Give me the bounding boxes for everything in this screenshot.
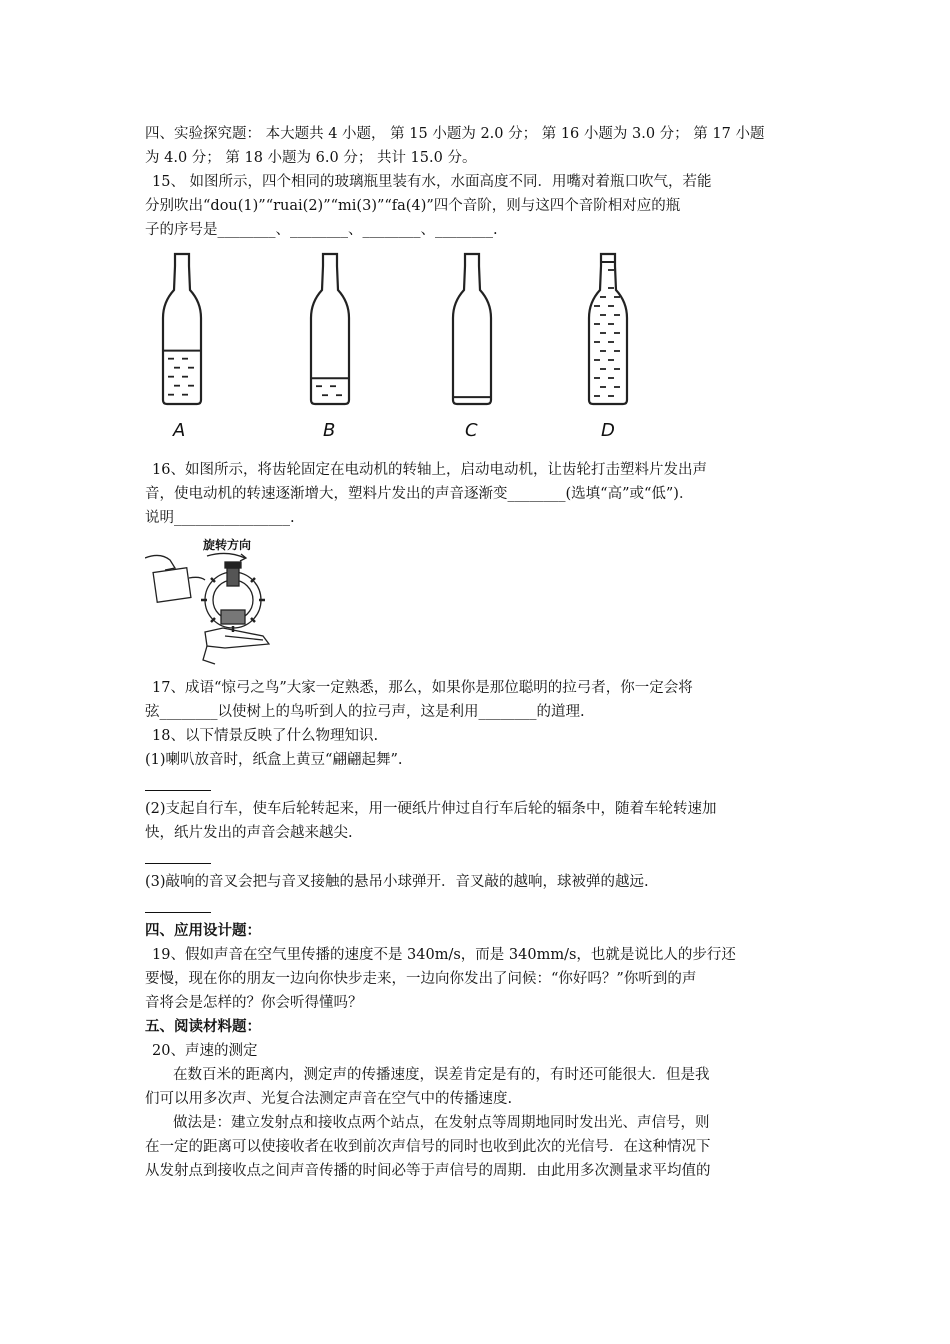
- q20-paragraph: 在一定的距离可以使接收者在收到前次声信号的同时也收到此次的光信号．在这种情况下: [145, 1139, 711, 1155]
- bottle-c-image: [447, 252, 497, 412]
- q18-part1: (1)喇叭放音时，纸盒上黄豆“翩翩起舞”.: [145, 752, 403, 768]
- bottle-label-d: D: [601, 420, 615, 441]
- q18-text: 18、以下情景反映了什么物理知识.: [152, 728, 379, 744]
- bottle-outline: [453, 254, 491, 404]
- bottles-figure: [145, 252, 810, 452]
- q19-text: 要慢，现在你的朋友一边向你快步走来，一边向你发出了问候：“你好吗？”你听到的声: [145, 971, 697, 987]
- q20-paragraph: 们可以用多次声、光复合法测定声音在空气中的传播速度.: [145, 1091, 513, 1107]
- rotation-direction-label: 旋转方向: [203, 538, 252, 552]
- answer-blank: [145, 849, 211, 864]
- section-header-cont: 为 4.0 分； 第 18 小题为 6.0 分； 共计 15.0 分。: [145, 150, 477, 166]
- q15-text: 子的序号是________、________、________、________.: [145, 222, 498, 238]
- q19-text: 19、假如声音在空气里传播的速度不是 340m/s，而是 340mm/s，也就是说比人的步行还: [152, 947, 736, 963]
- q20-title: 20、声速的测定: [152, 1043, 258, 1059]
- q20-paragraph: 在数百米的距离内，测定声的传播速度，误差肯定是有的，有时还可能很大．但是我: [173, 1067, 710, 1083]
- bottle-label-c: C: [465, 420, 478, 441]
- q17-text: 17、成语“惊弓之鸟”大家一定熟悉，那么，如果你是那位聪明的拉弓者，你一定会将: [152, 680, 693, 696]
- section-header-reading: 五、阅读材料题：: [145, 1018, 261, 1035]
- section-header: 四、实验探究题： 本大题共 4 小题， 第 15 小题为 2.0 分； 第 16 小题为 3.0 分； 第 17 小题: [145, 126, 765, 142]
- gear-motor-image: [145, 548, 270, 666]
- section-header-application: 四、应用设计题：: [145, 922, 261, 939]
- bottle-label-b: B: [323, 420, 336, 441]
- q18-part2-cont: 快，纸片发出的声音会越来越尖.: [145, 825, 353, 841]
- q19-text: 音将会是怎样的？你会听得懂吗？: [145, 995, 363, 1011]
- q20-paragraph: 从发射点到接收点之间声音传播的时间必等于声信号的周期．由此用多次测量求平均值的: [145, 1163, 711, 1179]
- bottle-label-a: A: [173, 420, 186, 441]
- bottle-a-image: [157, 252, 207, 412]
- answer-blank: [145, 776, 211, 791]
- q18-part3: (3)敲响的音叉会把与音叉接触的悬吊小球弹开．音叉敲的越响，球被弹的越远.: [145, 874, 649, 890]
- q15-text: 15、 如图所示，四个相同的玻璃瓶里装有水，水面高度不同．用嘴对着瓶口吹气，若能: [152, 174, 712, 190]
- bottle-b-image: [305, 252, 355, 412]
- q17-text: 弦________以使树上的鸟听到人的拉弓声，这是利用________的道理.: [145, 704, 585, 720]
- bottle-outline: [163, 254, 201, 404]
- gear-figure: [145, 536, 270, 666]
- q16-text: 说明________________.: [145, 510, 295, 526]
- answer-blank: [145, 898, 211, 913]
- q16-text: 16、如图所示，将齿轮固定在电动机的转轴上，启动电动机，让齿轮打击塑料片发出声: [152, 462, 707, 478]
- bottle-d-image: [583, 252, 633, 412]
- q20-paragraph: 做法是：建立发射点和接收点两个站点，在发射点等周期地同时发出光、声信号，则: [173, 1115, 710, 1131]
- bottle-outline: [589, 254, 627, 404]
- bottle-outline: [311, 254, 349, 404]
- q18-part2: (2)支起自行车，使车后轮转起来，用一硬纸片伸过自行车后轮的辐条中，随着车轮转速加: [145, 801, 717, 817]
- q16-text: 音，使电动机的转速逐渐增大，塑料片发出的声音逐渐变________(选填“高”或“低”)．: [145, 486, 694, 502]
- q15-text: 分别吹出“dou(1)”“ruai(2)”“mi(3)”“fa(4)”四个音阶，则与这四个音阶相对应的瓶: [145, 198, 681, 214]
- exam-page: [145, 122, 810, 1183]
